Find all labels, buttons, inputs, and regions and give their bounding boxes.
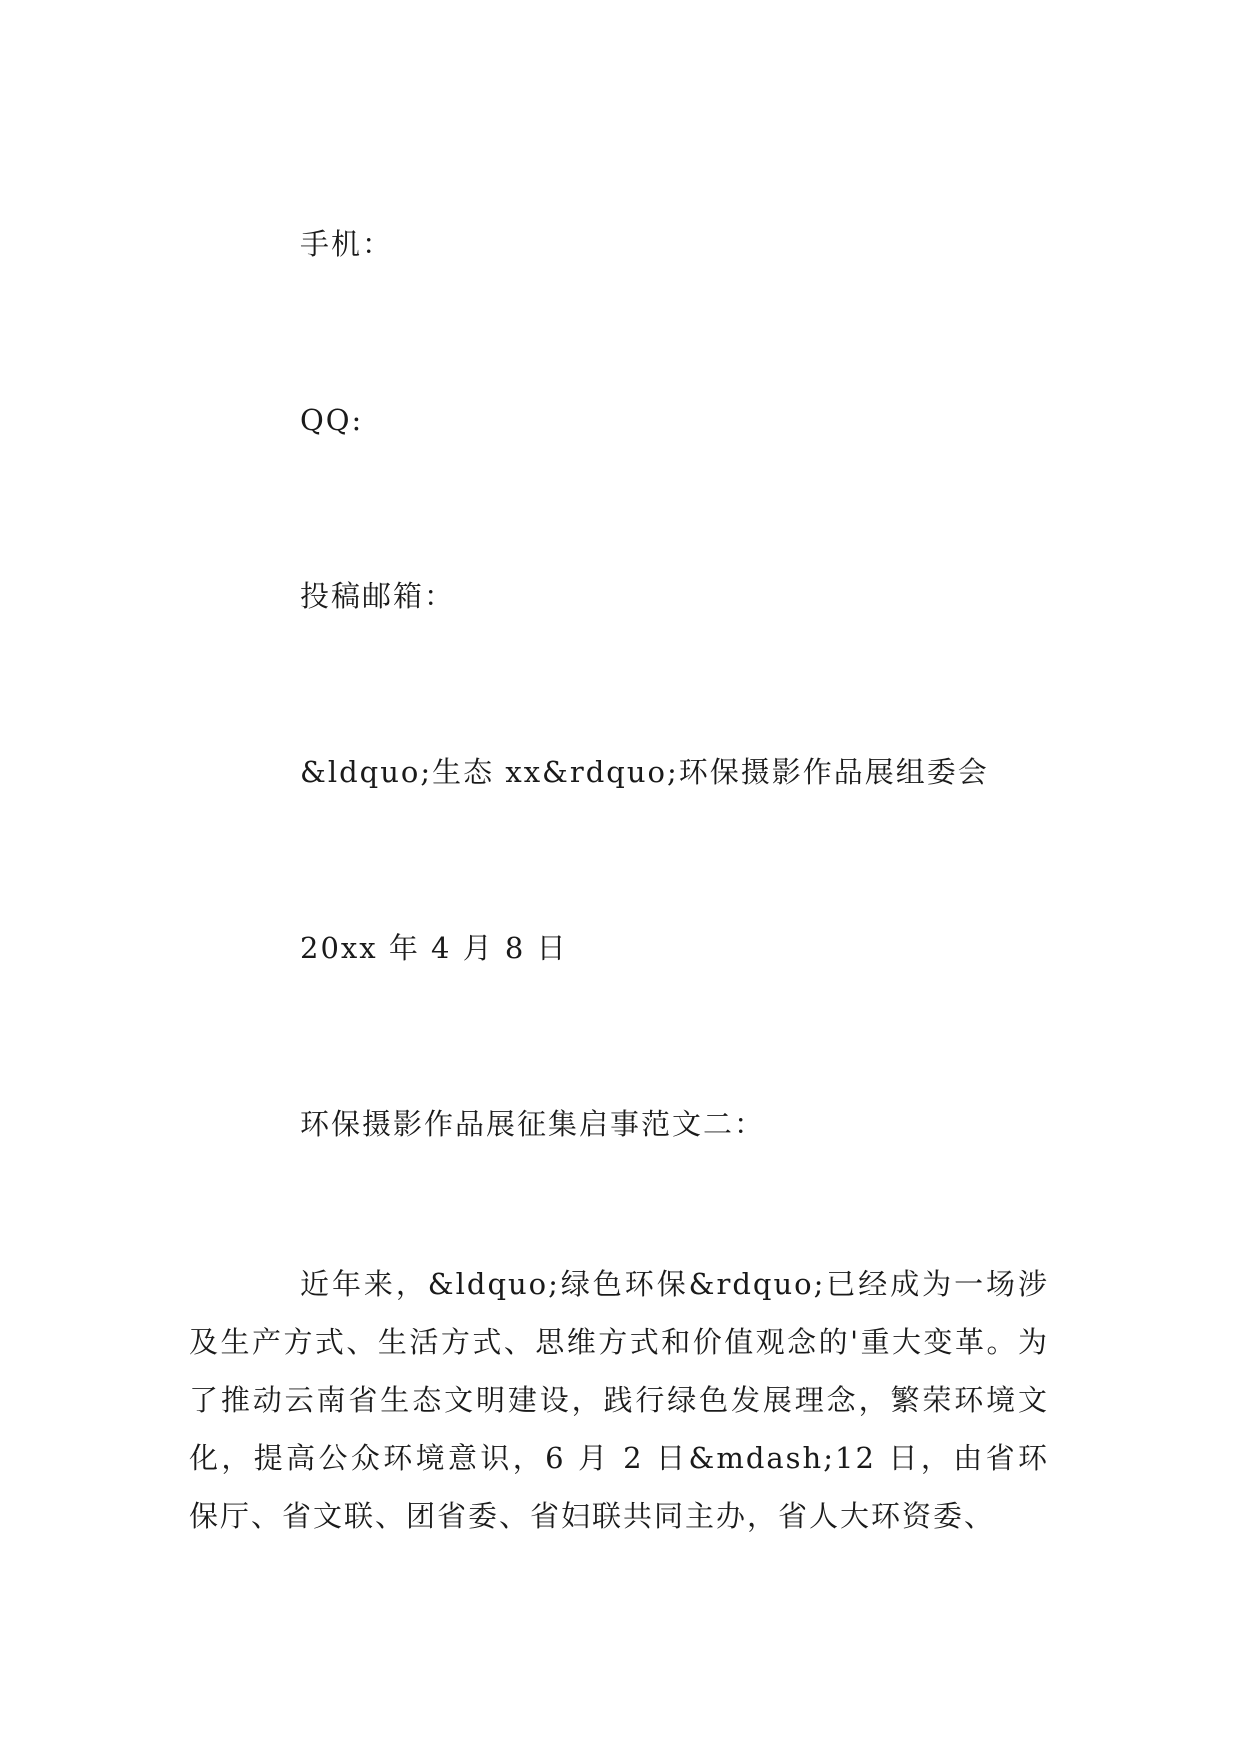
submission-email-label: 投稿邮箱： [300,579,456,613]
signature-date: 20xx 年 4 月 8 日 [300,931,568,965]
qq-label: QQ: [300,403,364,437]
body-paragraph: 近年来，&ldquo;绿色环保&rdquo;已经成为一场涉及生产方式、生活方式、思维方式和价值观念的'重大变革。为了推动云南省生态文明建设，践行绿色发展理念，繁荣环境文化，提高公众环境意识，6 月 2 日&mdash;12 日，由省环保厅、省文联、团省委、省妇联共同主办，省人大环资委、 [189,1267,1049,1533]
section-heading: 环保摄影作品展征集启事范文二： [300,1107,766,1141]
phone-label: 手机： [300,227,394,261]
organizing-committee-signature: &ldquo;生态 xx&rdquo;环保摄影作品展组委会 [300,755,989,789]
